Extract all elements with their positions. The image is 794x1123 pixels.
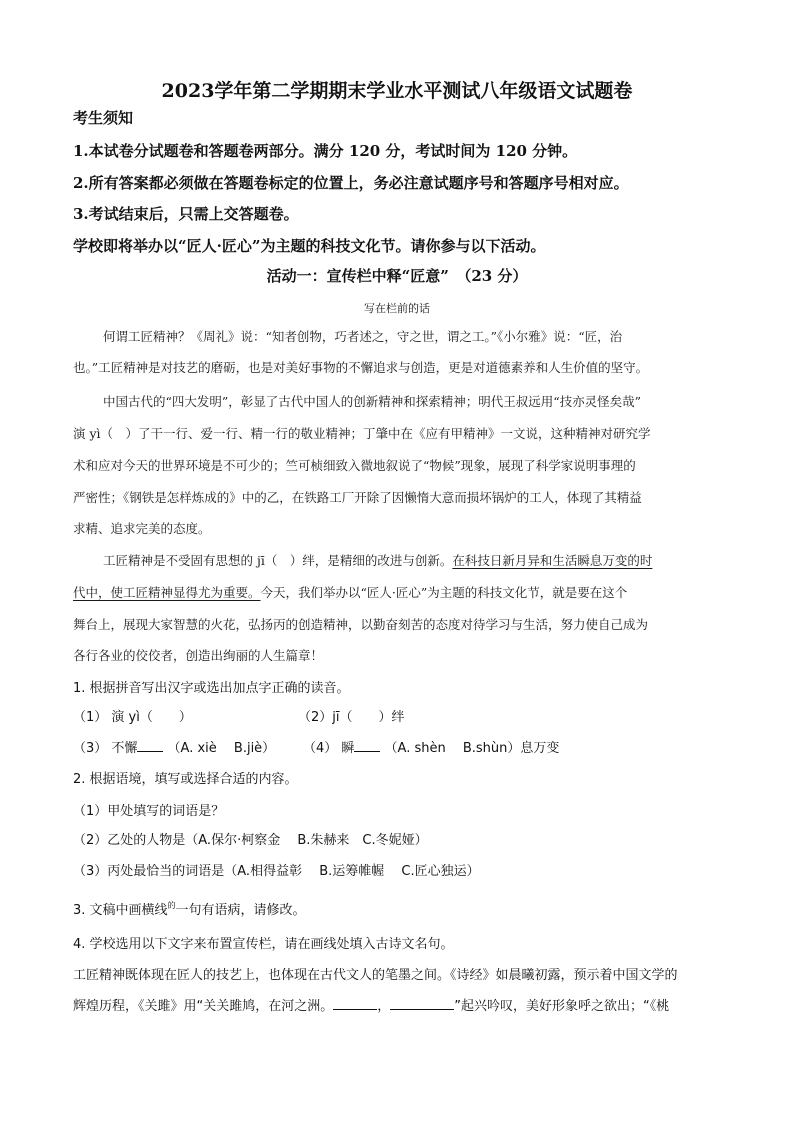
question-1-item-1: （1） 演 yì（ ） [73,710,192,725]
exam-title: 2023学年第二学期期末学业水平测试八年级语文试题卷 [161,80,633,102]
question-3-text-rest: 一句有语病，请修改。 [175,903,306,918]
question-1-item-3 [73,737,275,756]
para1-line1: 何谓工匠精神？《周礼》说：“知者创物，巧者述之，守之世，谓之工。”《小尔雅》说：“匠，治 [103,329,623,344]
notice-item-1: 1.本试卷分试题卷和答题卷两部分。满分 120 分，考试时间为 120 分钟。 [73,142,578,160]
question-1-item-4 [303,737,559,756]
para3-line2-text: 今天，我们举办以“匠人·匠心”为主题的科技文化节，就是要在这个 [260,585,628,600]
question-4-line1: 工匠精神既体现在匠人的技艺上，也体现在古代文人的笔墨之间。《诗经》如晨曦初露，预示着中国文学的 [73,968,678,983]
notice-heading: 考生须知 [73,109,134,127]
para1-line2: 也。”工匠精神是对技艺的磨砺，也是对美好事物的不懈追求与创造，更是对道德素养和人生价值的坚守。 [73,360,649,375]
question-4-line2-suffix: ”起兴吟叹，美好形象呼之欲出；“《桃 [454,999,670,1014]
event-intro: 学校即将举办以“匠人·匠心”为主题的科技文化节。请你参与以下活动。 [73,237,546,255]
answer-blank[interactable] [390,997,454,1010]
answer-blank[interactable] [333,997,377,1010]
para3-line2 [73,583,627,601]
para3-line1 [103,551,652,569]
answer-blank[interactable] [354,739,380,752]
para2-line5: 求精、追求完美的态度。 [73,521,211,536]
para2-line4: 严密性；《钢铁是怎样炼成的》中的乙，在铁路工厂开除了因懒惰大意而损坏锅炉的工人，体现了其精益 [73,490,642,505]
para3-line4: 各行各业的佼佼者，创造出绚丽的人生篇章！ [73,648,324,663]
question-3-superscript: 的 [167,901,176,910]
activity-subtitle: 写在栏前的话 [364,302,430,315]
question-2-item-3: （3）丙处最恰当的词语是（A.相得益彰 B.运筹帷幄 C.匠心独运） [73,864,480,879]
para3-line1-text: 工匠精神是不受固有思想的 jī（ ）绊，是精细的改进与创新。 [103,553,453,568]
para2-line1: 中国古代的“四大发明”，彰显了古代中国人的创新精神和探索精神；明代王叔远用“技亦灵怪矣哉” [103,394,642,409]
question-4-line2 [73,995,669,1014]
activity-title: 活动一：宣传栏中释“匠意” （23 分） [266,267,528,285]
para3-line3: 舞台上，展现大家智慧的火花，弘扬丙的创造精神，以勤奋刻苦的态度对待学习与生活，努力使自己成为 [73,617,649,632]
question-2-item-2: （2）乙处的人物是（A.保尔·柯察金 B.朱赫来 C.冬妮娅） [73,833,428,848]
question-4-separator: ， [377,999,391,1014]
faulty-sentence-part1: 在科技日新月异和生活瞬息万变的时 [452,553,653,568]
question-2-item-1: （1）甲处填写的词语是？ [73,804,225,819]
question-2-stem: 2. 根据语境，填写或选择合适的内容。 [73,772,298,787]
para2-line3: 术和应对今天的世界环境是不可少的；竺可桢细致入微地叙说了“物候”现象，展现了科学家说明事理的 [73,458,636,473]
notice-item-2: 2.所有答案都必须做在答题卷标定的位置上，务必注意试题序号和答题序号相对应。 [73,174,629,192]
question-3-stem [73,899,306,918]
question-1-stem: 1. 根据拼音写出汉字或选出加点字正确的读音。 [73,681,350,696]
para2-line2: 演 yì（ ）了干一行、爱一行、精一行的敬业精神；丁肇中在《应有甲精神》一文说，这种精神对研究学 [73,426,651,441]
faulty-sentence-part2: 代中，使工匠精神显得尤为重要。 [73,585,261,600]
question-4-line2-prefix: 辉煌历程，《关雎》用“关关雎鸠，在河之洲。 [73,999,334,1014]
question-1-item-2: （2）jī（ ）绊 [298,710,405,725]
question-1-item-4-prefix: （4） 瞬 [303,741,355,756]
question-1-item-4-options: （A. shèn B.shùn）息万变 [384,741,560,756]
question-3-text: 3. 文稿中画横线 [73,903,168,918]
question-4-stem: 4. 学校选用以下文字来布置宣传栏，请在画线处填入古诗文名句。 [73,937,454,952]
notice-item-3: 3.考试结束后，只需上交答题卷。 [73,205,299,223]
question-1-item-3-options: （A. xiè B.jiè） [167,741,276,756]
answer-blank[interactable] [137,739,163,752]
question-1-item-3-prefix: （3） 不懈 [73,741,138,756]
